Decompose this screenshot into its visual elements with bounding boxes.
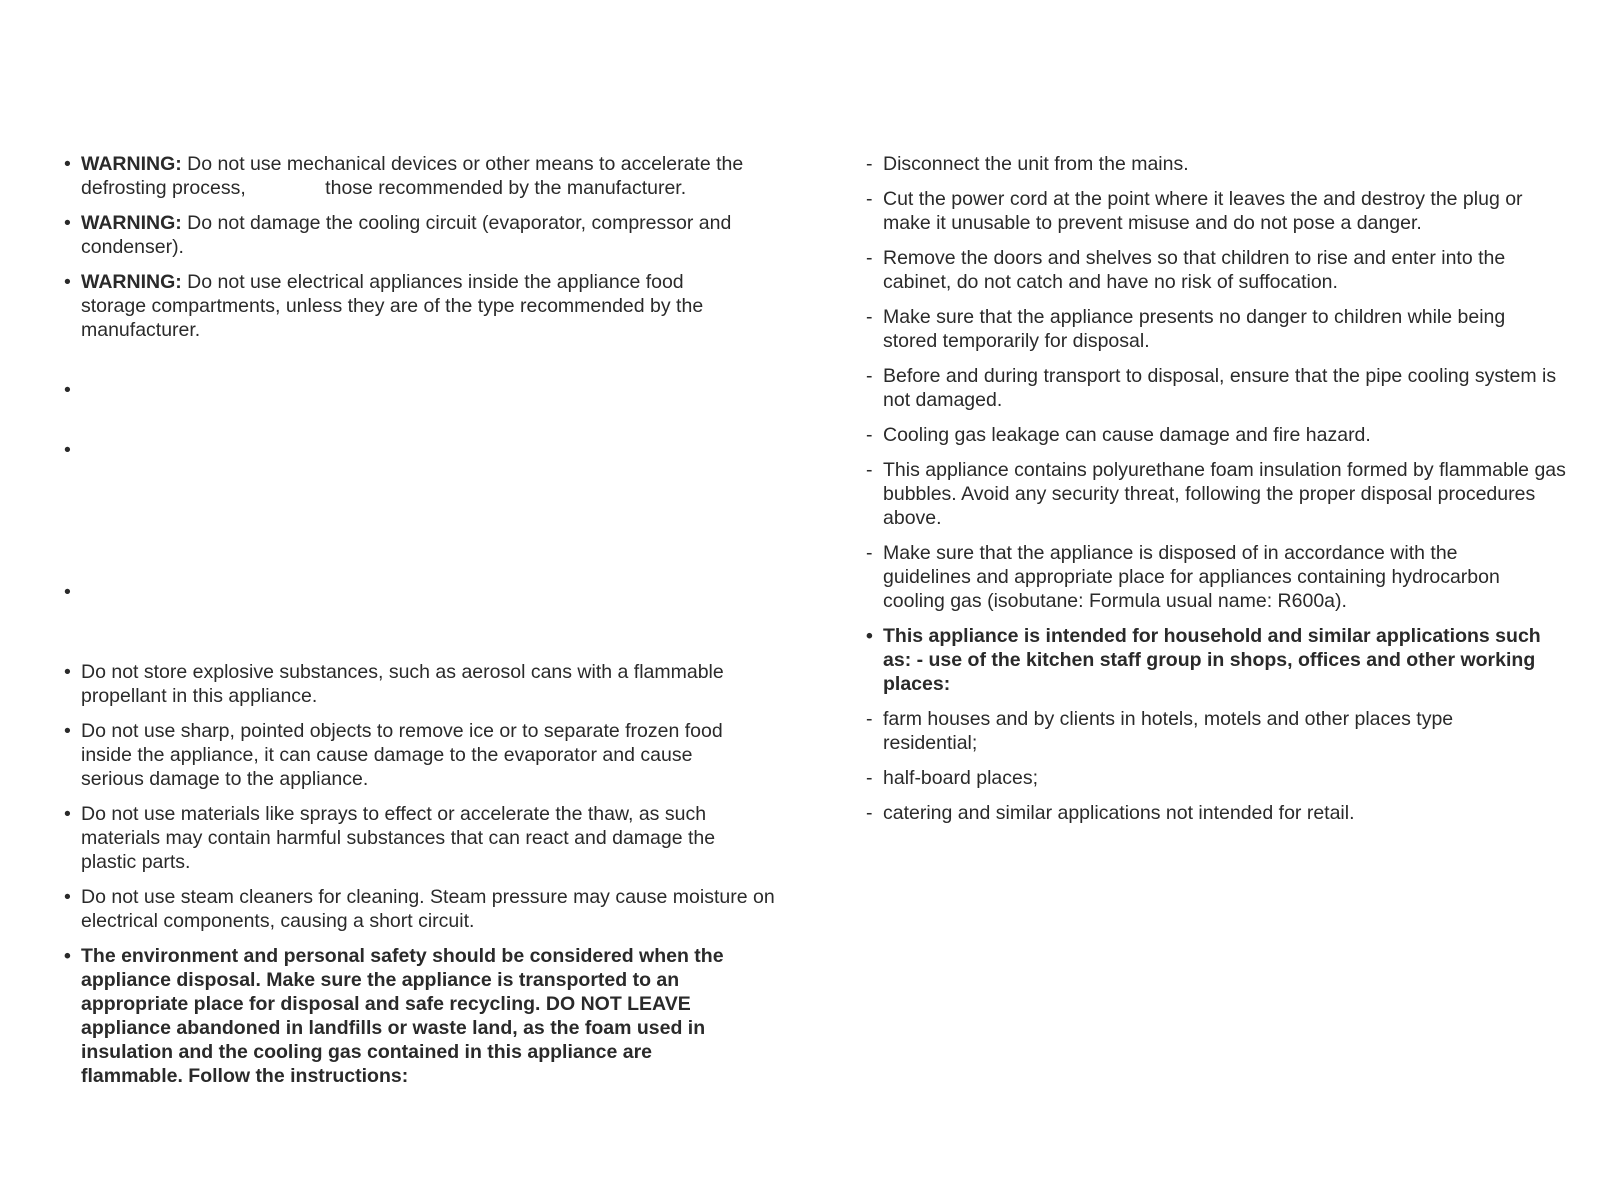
dash-mark: - <box>866 767 873 789</box>
step-text: Before and during transport to disposal, ensure that the pipe cooling system is not damaged. <box>883 365 1557 411</box>
left-column <box>64 152 784 1099</box>
warning-text: Do not use mechanical devices or other means to accelerate the defrosting process, <box>81 153 744 199</box>
warning-text-after: those recommended by the manufacturer. <box>319 177 687 199</box>
right-column <box>866 152 1586 836</box>
bullet-mark: • <box>64 153 71 175</box>
bullet-mark: • <box>64 803 71 825</box>
dash-mark: - <box>866 247 873 269</box>
disposal-step-power-cord <box>866 187 1523 235</box>
disposal-step-transport <box>866 364 1583 412</box>
disposal-step-accordance <box>866 541 1543 613</box>
bullet-mark: • <box>64 945 71 967</box>
bullet-mark: • <box>64 271 71 293</box>
bullet-mark: • <box>64 379 71 401</box>
dash-mark: - <box>866 424 873 446</box>
step-text: Make sure that the appliance presents no danger to children while being stored temporarily for disposal. <box>883 306 1506 352</box>
bullet-mark: • <box>64 720 71 742</box>
dash-mark: - <box>866 365 873 387</box>
step-text: catering and similar applications not intended for retail. <box>883 802 1355 824</box>
disposal-step-children <box>866 305 1543 353</box>
paragraph-steam <box>64 885 781 933</box>
bullet-mark: • <box>64 661 71 683</box>
use-half-board <box>866 766 1503 790</box>
dash-mark: - <box>866 459 873 481</box>
empty-bullet <box>64 378 784 402</box>
bullet-mark: • <box>64 212 71 234</box>
warning-text: Do not damage the cooling circuit (evaporator, compressor and condenser). <box>81 212 732 258</box>
warning-defrosting <box>64 152 771 200</box>
step-text: half-board places; <box>883 767 1039 789</box>
step-text: Cooling gas leakage can cause damage and fire hazard. <box>883 424 1371 446</box>
dash-mark: - <box>866 802 873 824</box>
disposal-step-foam <box>866 458 1573 530</box>
paragraph-sprays <box>64 802 751 874</box>
disposal-step-disconnect <box>866 152 1563 176</box>
step-text: farm houses and by clients in hotels, motels and other places type residential; <box>883 708 1454 754</box>
disposal-step-doors <box>866 246 1543 294</box>
intended-use-notice <box>866 624 1573 696</box>
dash-mark: - <box>866 708 873 730</box>
dash-mark: - <box>866 188 873 210</box>
paragraph-sharp-objects <box>64 719 751 791</box>
step-text: Disconnect the unit from the mains. <box>883 153 1189 175</box>
paragraph-text: The environment and personal safety should be considered when the appliance disposal. Make sure the appliance is transported to an appropriate place for disposal and safe recycling. DO NOT LEAVE appliance abandoned in landfills or waste land, as the foam used in insulation and the cooling gas contained in this appliance are flammable. Follow the instructions: <box>81 945 724 1087</box>
warning-text: Do not use electrical appliances inside the appliance food storage compartments, unless they are of the type recommended by the manufacturer. <box>81 271 704 341</box>
step-text: Remove the doors and shelves so that children to rise and enter into the cabinet, do not catch and have no risk of suffocation. <box>883 247 1506 293</box>
paragraph-text: Do not use steam cleaners for cleaning. Steam pressure may cause moisture on electrical components, causing a short circuit. <box>81 886 775 932</box>
notice-text: This appliance is intended for household and similar applications such as: - use of the kitchen staff group in shops, offices and other working places: <box>883 625 1541 695</box>
dash-mark: - <box>866 542 873 564</box>
warning-label: WARNING: <box>81 153 182 175</box>
use-catering <box>866 801 1503 825</box>
warning-label: WARNING: <box>81 212 182 234</box>
empty-bullet <box>64 438 784 462</box>
paragraph-text: Do not store explosive substances, such as aerosol cans with a flammable propellant in this appliance. <box>81 661 724 707</box>
dash-mark: - <box>866 306 873 328</box>
warning-label: WARNING: <box>81 271 182 293</box>
step-text: Cut the power cord at the point where it leaves the and destroy the plug or make it unusable to prevent misuse and do not pose a danger. <box>883 188 1523 234</box>
paragraph-disposal <box>64 944 741 1088</box>
paragraph-text: Do not use sharp, pointed objects to remove ice or to separate frozen food inside the appliance, it can cause damage to the evaporator and cause serious damage to the appliance. <box>81 720 723 790</box>
warning-cooling-circuit <box>64 211 771 259</box>
bullet-mark: • <box>64 581 71 603</box>
warning-electrical-appliances <box>64 270 731 342</box>
step-text: Make sure that the appliance is disposed of in accordance with the guidelines and appropriate place for appliances containing hydrocarbon cooling gas (isobutane: Formula usual name: R600a). <box>883 542 1500 612</box>
empty-bullet <box>64 580 784 604</box>
bullet-mark: • <box>64 886 71 908</box>
bullet-mark: • <box>64 439 71 461</box>
disposal-step-gas-leakage <box>866 423 1563 447</box>
bullet-mark: • <box>866 625 873 647</box>
paragraph-explosive <box>64 660 751 708</box>
use-farm-houses <box>866 707 1503 755</box>
step-text: This appliance contains polyurethane foam insulation formed by flammable gas bubbles. Avoid any security threat, following the proper disposal procedures above. <box>883 459 1566 529</box>
dash-mark: - <box>866 153 873 175</box>
paragraph-text: Do not use materials like sprays to effect or accelerate the thaw, as such materials may contain harmful substances that can react and damage the plastic parts. <box>81 803 716 873</box>
